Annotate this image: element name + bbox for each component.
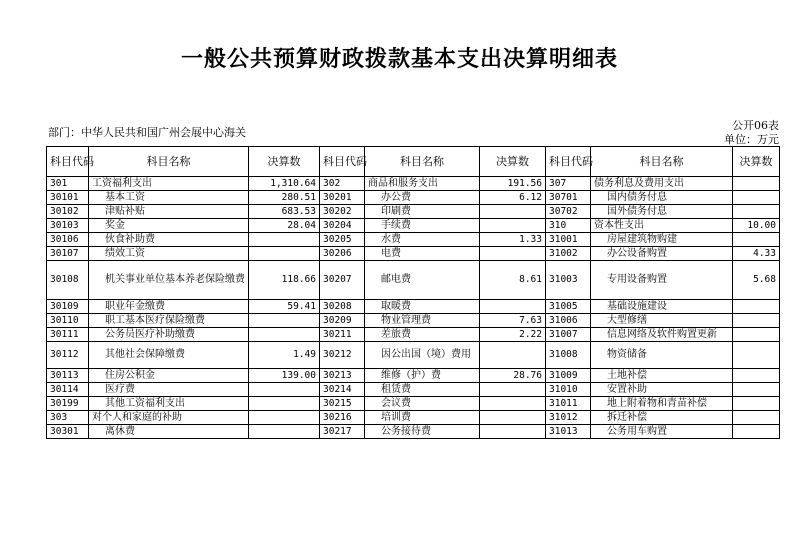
header-name: 科目名称 xyxy=(365,147,480,177)
amount-cell xyxy=(480,247,546,261)
code-cell: 30208 xyxy=(320,300,365,314)
amount-cell: 8.61 xyxy=(480,261,546,300)
name-cell: 房屋建筑物购建 xyxy=(591,233,733,247)
code-cell: 30217 xyxy=(320,425,365,439)
amount-cell xyxy=(733,383,780,397)
code-cell: 303 xyxy=(47,411,89,425)
amount-cell: 280.51 xyxy=(249,191,320,205)
name-cell: 因公出国（境）费用 xyxy=(365,342,480,369)
code-cell: 31009 xyxy=(546,369,591,383)
amount-cell: 28.04 xyxy=(249,219,320,233)
table-row xyxy=(47,219,780,233)
amount-cell xyxy=(733,425,780,439)
amount-cell xyxy=(733,191,780,205)
code-cell: 30212 xyxy=(320,342,365,369)
amount-cell xyxy=(733,342,780,369)
name-cell: 公务员医疗补助缴费 xyxy=(89,328,249,342)
name-cell: 邮电费 xyxy=(365,261,480,300)
name-cell: 工资福利支出 xyxy=(89,177,249,191)
table-header-row xyxy=(47,147,780,177)
code-cell: 307 xyxy=(546,177,591,191)
table-row xyxy=(47,177,780,191)
amount-cell: 4.33 xyxy=(733,247,780,261)
amount-cell: 1,310.64 xyxy=(249,177,320,191)
amount-cell: 191.56 xyxy=(480,177,546,191)
amount-cell xyxy=(480,383,546,397)
code-cell: 30215 xyxy=(320,397,365,411)
amount-cell xyxy=(733,411,780,425)
name-cell: 国内债务付息 xyxy=(591,191,733,205)
table-row xyxy=(47,300,780,314)
name-cell: 住房公积金 xyxy=(89,369,249,383)
name-cell: 专用设备购置 xyxy=(591,261,733,300)
department-label: 部门：中华人民共和国广州会展中心海关 xyxy=(48,126,246,139)
amount-cell xyxy=(733,369,780,383)
name-cell: 公务接待费 xyxy=(365,425,480,439)
name-cell: 培训费 xyxy=(365,411,480,425)
name-cell: 土地补偿 xyxy=(591,369,733,383)
amount-cell xyxy=(249,411,320,425)
amount-cell: 6.12 xyxy=(480,191,546,205)
amount-cell xyxy=(733,177,780,191)
code-cell: 30207 xyxy=(320,261,365,300)
code-cell: 302 xyxy=(320,177,365,191)
code-cell: 30103 xyxy=(47,219,89,233)
code-cell: 30214 xyxy=(320,383,365,397)
name-cell: 津贴补贴 xyxy=(89,205,249,219)
name-cell: 伙食补助费 xyxy=(89,233,249,247)
code-cell: 31011 xyxy=(546,397,591,411)
amount-cell: 683.53 xyxy=(249,205,320,219)
code-cell: 301 xyxy=(47,177,89,191)
name-cell: 办公费 xyxy=(365,191,480,205)
code-cell: 31008 xyxy=(546,342,591,369)
code-cell: 31012 xyxy=(546,411,591,425)
header-amount: 决算数 xyxy=(480,147,546,177)
amount-cell: 118.66 xyxy=(249,261,320,300)
name-cell: 地上附着物和青苗补偿 xyxy=(591,397,733,411)
name-cell: 其他工资福利支出 xyxy=(89,397,249,411)
name-cell: 医疗费 xyxy=(89,383,249,397)
code-cell: 31002 xyxy=(546,247,591,261)
table-row xyxy=(47,383,780,397)
amount-cell xyxy=(480,205,546,219)
unit-label: 单位：万元 xyxy=(724,133,779,146)
name-cell: 会议费 xyxy=(365,397,480,411)
code-cell: 30209 xyxy=(320,314,365,328)
code-cell: 30106 xyxy=(47,233,89,247)
table-row xyxy=(47,369,780,383)
code-cell: 31001 xyxy=(546,233,591,247)
code-cell: 310 xyxy=(546,219,591,233)
name-cell: 基础设施建设 xyxy=(591,300,733,314)
amount-cell xyxy=(480,300,546,314)
report-title: 一般公共预算财政拨款基本支出决算明细表 xyxy=(180,46,618,72)
amount-cell xyxy=(249,247,320,261)
amount-cell: 7.63 xyxy=(480,314,546,328)
name-cell: 物业管理费 xyxy=(365,314,480,328)
amount-cell: 1.49 xyxy=(249,342,320,369)
table-row xyxy=(47,425,780,439)
name-cell: 基本工资 xyxy=(89,191,249,205)
name-cell: 物资储备 xyxy=(591,342,733,369)
code-cell: 30109 xyxy=(47,300,89,314)
code-cell: 31003 xyxy=(546,261,591,300)
header-code: 科目代码 xyxy=(47,147,89,177)
amount-cell xyxy=(733,233,780,247)
name-cell: 租赁费 xyxy=(365,383,480,397)
amount-cell xyxy=(249,233,320,247)
header-code: 科目代码 xyxy=(320,147,365,177)
code-cell: 30301 xyxy=(47,425,89,439)
code-cell: 30206 xyxy=(320,247,365,261)
code-cell: 30701 xyxy=(546,191,591,205)
amount-cell xyxy=(733,300,780,314)
name-cell: 绩效工资 xyxy=(89,247,249,261)
amount-cell: 139.00 xyxy=(249,369,320,383)
code-cell: 31010 xyxy=(546,383,591,397)
name-cell: 拆迁补偿 xyxy=(591,411,733,425)
name-cell: 水费 xyxy=(365,233,480,247)
name-cell: 手续费 xyxy=(365,219,480,233)
code-cell: 30702 xyxy=(546,205,591,219)
header-code: 科目代码 xyxy=(546,147,591,177)
amount-cell xyxy=(480,425,546,439)
code-cell: 30211 xyxy=(320,328,365,342)
code-cell: 30112 xyxy=(47,342,89,369)
table-row xyxy=(47,411,780,425)
amount-cell xyxy=(249,314,320,328)
amount-cell: 10.00 xyxy=(733,219,780,233)
amount-cell xyxy=(249,425,320,439)
name-cell: 其他社会保障缴费 xyxy=(89,342,249,369)
table-row xyxy=(47,328,780,342)
code-cell: 30204 xyxy=(320,219,365,233)
amount-cell xyxy=(249,328,320,342)
name-cell: 信息网络及软件购置更新 xyxy=(591,328,733,342)
name-cell: 债务利息及费用支出 xyxy=(591,177,733,191)
amount-cell xyxy=(480,342,546,369)
expenditure-table xyxy=(46,146,780,439)
amount-cell xyxy=(249,383,320,397)
code-cell: 30114 xyxy=(47,383,89,397)
name-cell: 维修（护）费 xyxy=(365,369,480,383)
amount-cell xyxy=(249,397,320,411)
header-name: 科目名称 xyxy=(591,147,733,177)
name-cell: 职工基本医疗保险缴费 xyxy=(89,314,249,328)
header-name: 科目名称 xyxy=(89,147,249,177)
table-row xyxy=(47,397,780,411)
table-row xyxy=(47,205,780,219)
name-cell: 电费 xyxy=(365,247,480,261)
name-cell: 离休费 xyxy=(89,425,249,439)
code-cell: 30216 xyxy=(320,411,365,425)
code-cell: 30101 xyxy=(47,191,89,205)
code-cell: 30110 xyxy=(47,314,89,328)
name-cell: 安置补助 xyxy=(591,383,733,397)
amount-cell xyxy=(733,205,780,219)
name-cell: 办公设备购置 xyxy=(591,247,733,261)
amount-cell: 5.68 xyxy=(733,261,780,300)
name-cell: 差旅费 xyxy=(365,328,480,342)
code-cell: 30205 xyxy=(320,233,365,247)
name-cell: 职业年金缴费 xyxy=(89,300,249,314)
code-cell: 30199 xyxy=(47,397,89,411)
code-cell: 30113 xyxy=(47,369,89,383)
table-row xyxy=(47,342,780,369)
amount-cell: 2.22 xyxy=(480,328,546,342)
code-cell: 30201 xyxy=(320,191,365,205)
table-row xyxy=(47,314,780,328)
form-number: 公开06表 xyxy=(732,119,779,132)
table-row xyxy=(47,261,780,300)
code-cell: 31005 xyxy=(546,300,591,314)
table-row xyxy=(47,247,780,261)
code-cell: 30107 xyxy=(47,247,89,261)
code-cell: 30202 xyxy=(320,205,365,219)
header-amount: 决算数 xyxy=(249,147,320,177)
code-cell: 31006 xyxy=(546,314,591,328)
amount-cell xyxy=(480,219,546,233)
amount-cell xyxy=(733,397,780,411)
name-cell: 国外债务付息 xyxy=(591,205,733,219)
name-cell: 大型修缮 xyxy=(591,314,733,328)
amount-cell xyxy=(733,314,780,328)
amount-cell xyxy=(480,411,546,425)
amount-cell xyxy=(480,397,546,411)
amount-cell: 59.41 xyxy=(249,300,320,314)
amount-cell: 28.76 xyxy=(480,369,546,383)
code-cell: 31007 xyxy=(546,328,591,342)
table-row xyxy=(47,233,780,247)
header-amount: 决算数 xyxy=(733,147,780,177)
name-cell: 对个人和家庭的补助 xyxy=(89,411,249,425)
table-row xyxy=(47,191,780,205)
code-cell: 30108 xyxy=(47,261,89,300)
amount-cell xyxy=(733,328,780,342)
name-cell: 商品和服务支出 xyxy=(365,177,480,191)
code-cell: 31013 xyxy=(546,425,591,439)
name-cell: 印刷费 xyxy=(365,205,480,219)
code-cell: 30102 xyxy=(47,205,89,219)
code-cell: 30111 xyxy=(47,328,89,342)
name-cell: 资本性支出 xyxy=(591,219,733,233)
name-cell: 机关事业单位基本养老保险缴费 xyxy=(89,261,249,300)
amount-cell: 1.33 xyxy=(480,233,546,247)
name-cell: 公务用车购置 xyxy=(591,425,733,439)
name-cell: 取暖费 xyxy=(365,300,480,314)
name-cell: 奖金 xyxy=(89,219,249,233)
code-cell: 30213 xyxy=(320,369,365,383)
